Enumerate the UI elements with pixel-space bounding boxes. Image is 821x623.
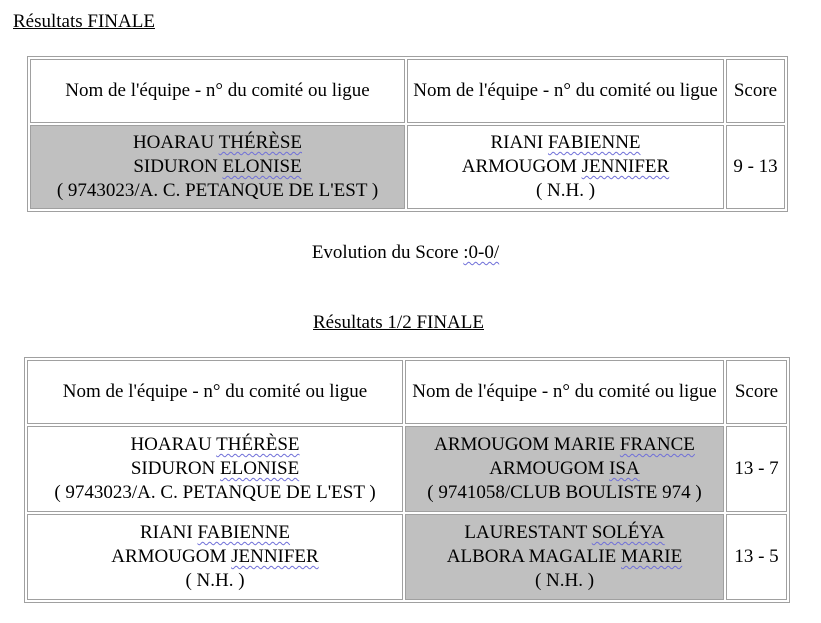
spellcheck-word: ISA	[609, 458, 640, 479]
score-cell: 13 - 7	[726, 426, 787, 512]
team-club: ( 9743023/A. C. PETANQUE DE L'EST )	[54, 482, 376, 503]
finale-heading: Résultats FINALE	[13, 11, 155, 32]
table-row	[30, 125, 785, 209]
team-player: SIDURON ELONISE	[133, 156, 302, 177]
team-player: SIDURON ELONISE	[130, 458, 300, 479]
team-player: RIANI FABIENNE	[139, 522, 291, 543]
spellcheck-word: FABIENNE	[197, 522, 291, 543]
team-club: ( N.H. )	[535, 180, 596, 201]
team-player: LAURESTANT SOLÉYA	[464, 522, 665, 543]
spellcheck-word: JENNIFER	[231, 546, 319, 567]
spellcheck-word: ELONISE	[220, 458, 300, 479]
team-cell	[30, 125, 405, 209]
spellcheck-word: ELONISE	[222, 156, 302, 177]
team-cell	[27, 514, 403, 600]
demi-finale-heading: Résultats 1/2 FINALE	[313, 312, 484, 333]
team-cell	[27, 426, 403, 512]
header-team1: Nom de l'équipe - n° du comité ou ligue	[27, 360, 403, 424]
team-cell	[407, 125, 724, 209]
score-evolution	[0, 242, 811, 264]
score-evolution-value: :0-0/	[463, 242, 500, 263]
table-row	[27, 514, 787, 600]
spellcheck-word: JENNIFER	[581, 156, 670, 177]
header-team1: Nom de l'équipe - n° du comité ou ligue	[30, 59, 405, 123]
spellcheck-word: FABIENNE	[547, 132, 641, 153]
team-player: ARMOUGOM MARIE FRANCE	[434, 434, 695, 455]
spellcheck-word: MARIE	[620, 546, 683, 567]
team-player: RIANI FABIENNE	[490, 132, 641, 153]
spellcheck-word: FRANCE	[619, 434, 695, 455]
score-evolution-label: Evolution du Score	[311, 242, 464, 263]
team-cell	[405, 514, 724, 600]
spellcheck-word: THÉRÈSE	[216, 434, 300, 455]
spellcheck-word: SOLÉYA	[591, 522, 665, 543]
team-club: ( 9741058/CLUB BOULISTE 974 )	[427, 482, 702, 503]
header-team2: Nom de l'équipe - n° du comité ou ligue	[405, 360, 724, 424]
team-player: ARMOUGOM JENNIFER	[111, 546, 319, 567]
team-club: ( N.H. )	[534, 570, 595, 591]
score-cell: 9 - 13	[726, 125, 785, 209]
team-club: ( 9743023/A. C. PETANQUE DE L'EST )	[56, 180, 379, 201]
team-cell	[405, 426, 724, 512]
header-team2: Nom de l'équipe - n° du comité ou ligue	[407, 59, 724, 123]
team-player: ALBORA MAGALIE MARIE	[446, 546, 683, 567]
team-player: HOARAU THÉRÈSE	[132, 132, 303, 153]
team-club: ( N.H. )	[185, 570, 245, 591]
score-cell: 13 - 5	[726, 514, 787, 600]
team-player: HOARAU THÉRÈSE	[130, 434, 300, 455]
team-player: ARMOUGOM ISA	[489, 458, 640, 479]
team-player: ARMOUGOM JENNIFER	[461, 156, 670, 177]
finale-results-table	[27, 56, 788, 212]
spellcheck-word: THÉRÈSE	[218, 132, 303, 153]
table-row	[27, 426, 787, 512]
header-score: Score	[726, 59, 785, 123]
demi-finale-results-table	[24, 357, 790, 603]
header-score: Score	[726, 360, 787, 424]
